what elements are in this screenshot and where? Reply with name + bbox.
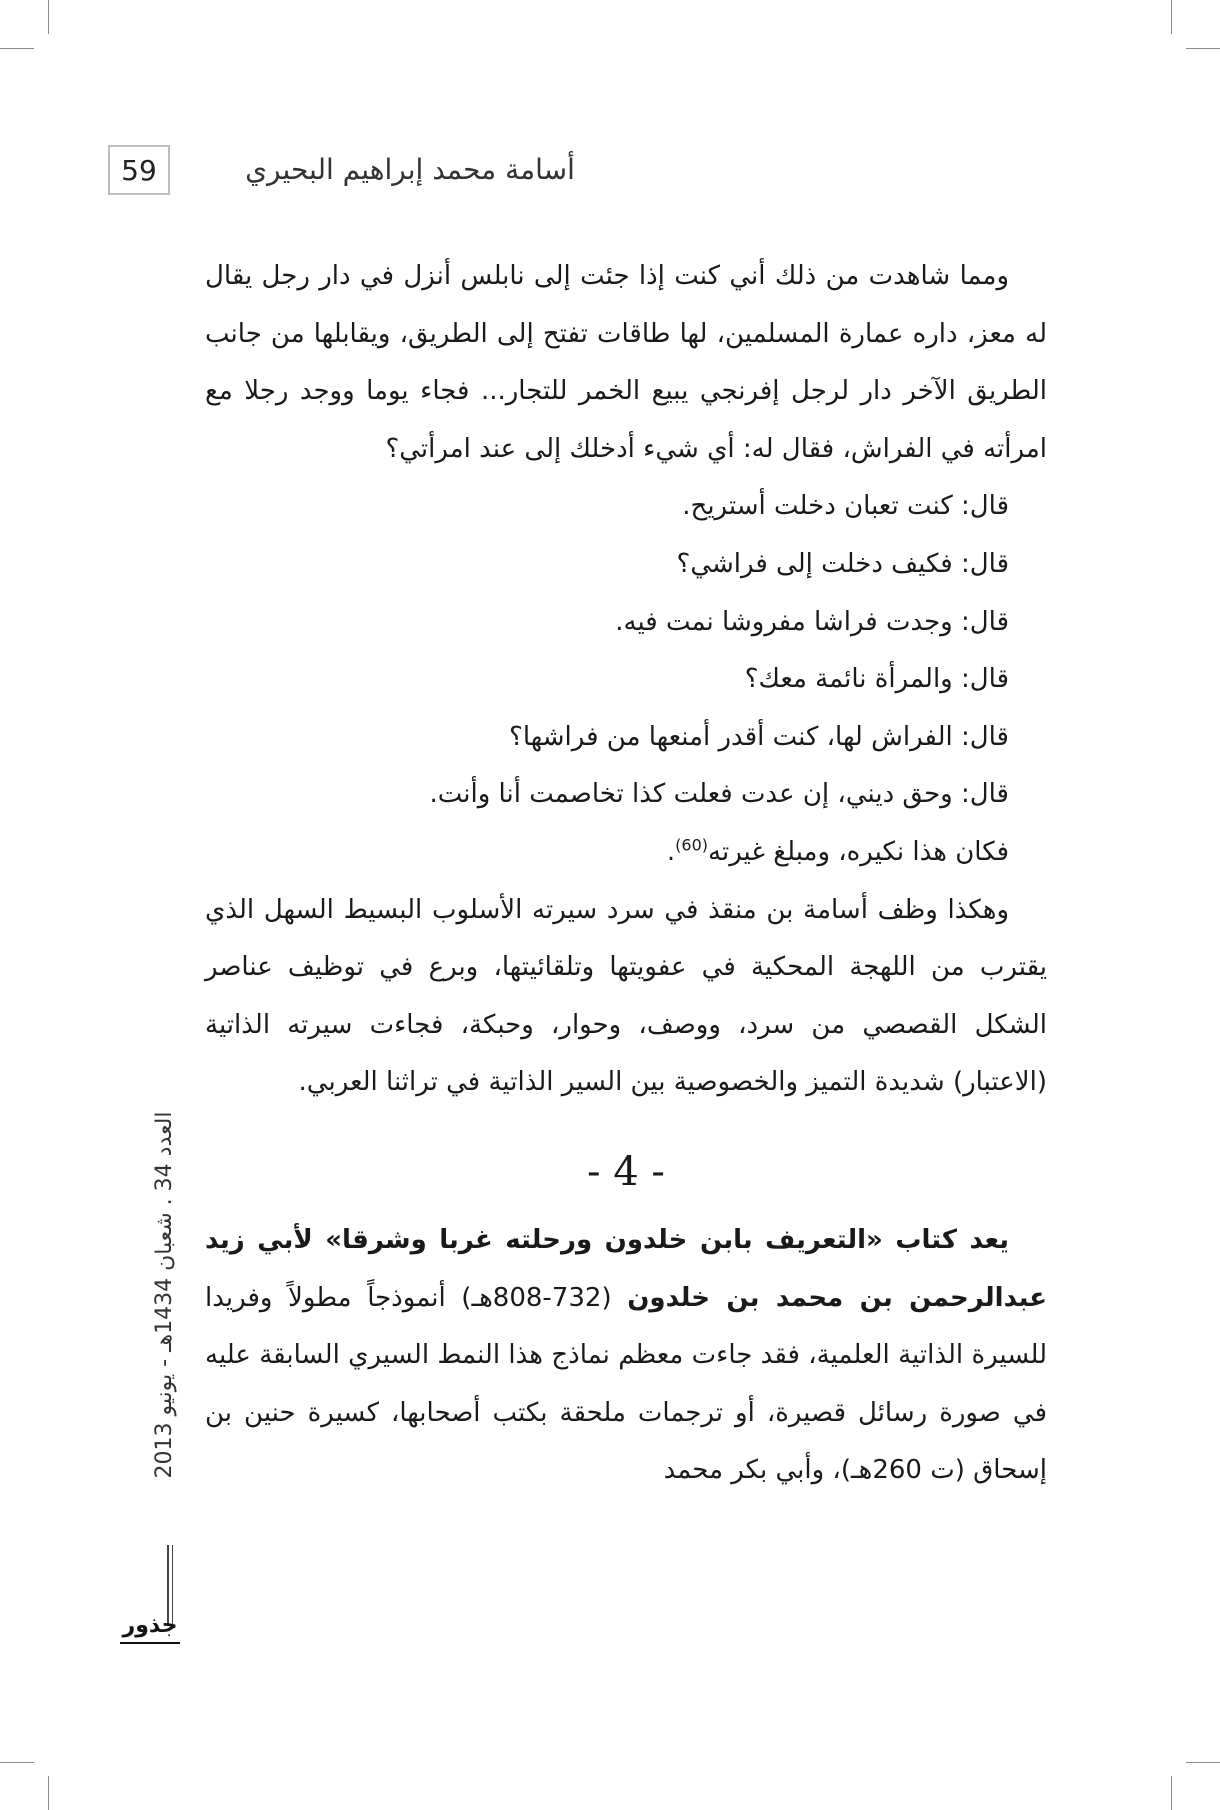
section-number: - 4 - <box>587 1148 665 1195</box>
bold-lead: يعد كتاب «التعريف بابن خلدون ورحلته غربا وشرقا» لأبي زيد عبدالرحمن بن محمد بن خلدون <box>205 1224 1047 1313</box>
dialogue-line: قال: والمرأة نائمة معك؟ <box>744 664 1009 695</box>
crop-mark <box>1186 1762 1220 1763</box>
dialogue-line: قال: فكيف دخلت إلى فراشي؟ <box>676 548 1009 579</box>
crop-mark <box>48 0 49 34</box>
dialogue-line: قال: وحق ديني، إن عدت فعلت كذا تخاصمت أنا وأنت. <box>429 779 1009 810</box>
dialogue-line: قال: كنت تعبان دخلت أستريح. <box>682 491 1009 522</box>
closing-line <box>205 824 1047 882</box>
crop-mark <box>0 48 34 49</box>
crop-mark <box>1171 0 1172 34</box>
paragraph <box>205 1212 1047 1500</box>
paragraph: وهكذا وظف أسامة بن منقذ في سرد سيرته الأسلوب البسيط السهل الذي يقترب من اللهجة المحكية في عفويتها وتلقائيتها، وبرع في توظيف عناصر الشكل القصصي من سرد، ووصف، وحوار، وحبكة، فجاءت سيرته الذاتية (الاعتبار) شديدة التميز والخصوصية بين السير الذاتية في تراثنا العربي. <box>205 894 1047 1098</box>
dialogue-line: قال: وجدت فراشا مفروشا نمت فيه. <box>615 606 1009 637</box>
crop-mark <box>1186 48 1220 49</box>
issue-caption-text: العدد 34 . شعبان 1434هـ - يونيو 2013 <box>152 1111 177 1479</box>
dialogue-line: قال: الفراش لها، كنت أقدر أمنعها من فراشها؟ <box>509 721 1009 752</box>
closing-line-text: فكان هذا نكيره، ومبلغ غيرته <box>708 836 1009 867</box>
issue-caption <box>150 1040 180 1550</box>
crop-mark <box>1171 1776 1172 1810</box>
page-number: 59 <box>108 145 170 195</box>
crop-mark <box>48 1776 49 1810</box>
journal-logo: جذور <box>120 1608 180 1644</box>
paragraph: ومما شاهدت من ذلك أني كنت إذا جئت إلى نابلس أنزل في دار رجل يقال له معز، داره عمارة المسلمين، لها طاقات تفتح إلى الطريق، ويقابلها من جانب الطريق الآخر دار لرجل إفرنجي يبيع الخمر للتجار... فجاء يوما ووجد رجلا مع امرأته في الفراش، فقال له: أي شيء أدخلك إلى عند امرأتي؟ <box>205 261 1047 464</box>
paragraph-text: (732-808هـ) أنموذجاً مطولاً وفريدا للسيرة الذاتية العلمية، فقد جاءت معظم نماذج هذا النمط السيري السابقة عليه في صورة رسائل قصيرة، أو ترجمات ملحقة بكتب أصحابها، كسيرة حنين بن إسحاق (ت 260هـ)، وأبي بكر محمد <box>205 1282 1047 1486</box>
crop-mark <box>0 1762 34 1763</box>
running-head-author: أسامة محمد إبراهيم البحيري <box>245 153 575 186</box>
closing-line-end: . <box>666 836 676 867</box>
footnote-reference[interactable]: (60) <box>675 835 709 855</box>
article-body <box>205 248 1047 1500</box>
